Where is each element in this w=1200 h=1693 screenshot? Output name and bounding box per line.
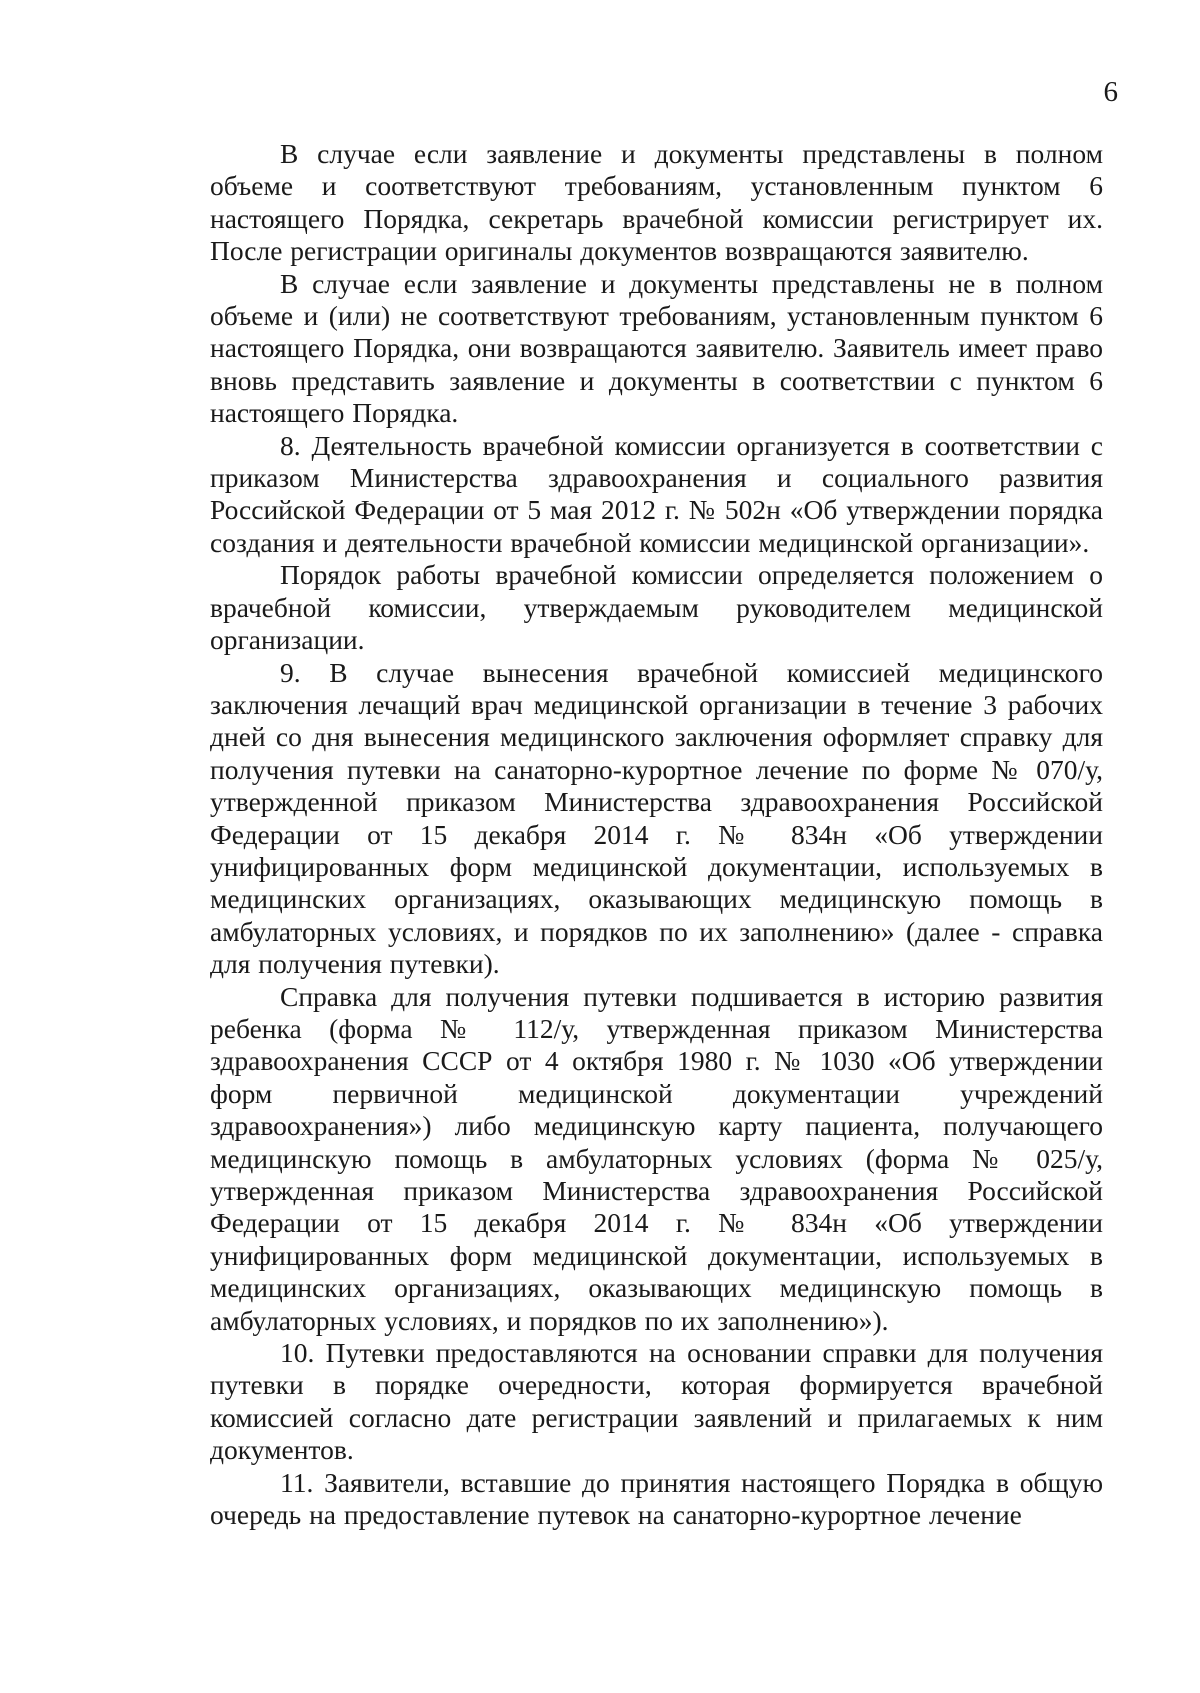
paragraph-registration: В случае если заявление и документы представлены в полном объеме и соответствуют требованиям, установленным пунктом 6 настоящего Порядка, секретарь врачебной комиссии регистрирует их. После регистрации оригиналы документов возвращаются заявителю. xyxy=(210,138,1103,267)
paragraph-item-11: 11. Заявители, вставшие до принятия настоящего Порядка в общую очередь на предоставление путевок на санаторно-курортное лечение xyxy=(210,1466,1103,1531)
page-number: 6 xyxy=(1103,76,1118,108)
paragraph-item-8: 8. Деятельность врачебной комиссии организуется в соответствии с приказом Министерства здравоохранения и социального развития Российской Федерации от 5 мая 2012 г. № 502н «Об утверждении порядка создания и деятельности врачебной комиссии медицинской организации». xyxy=(210,429,1103,558)
paragraph-certificate-filing: Справка для получения путевки подшивается в историю развития ребенка (форма № 112/у, утвержденная приказом Министерства здравоохранения СССР от 4 октября 1980 г. № 1030 «Об утверждении форм первичной медицинской документации учреждений здравоохранения») либо медицинскую карту пациента, получающего медицинскую помощь в амбулаторных условиях (форма № 025/у, утвержденная приказом Министерства здравоохранения Российской Федерации от 15 декабря 2014 г. № 834н «Об утверждении унифицированных форм медицинской документации, используемых в медицинских организациях, оказывающих медицинскую помощь в амбулаторных условиях, и порядков по их заполнению»). xyxy=(210,980,1103,1336)
paragraph-item-10: 10. Путевки предоставляются на основании справки для получения путевки в порядке очередности, которая формируется врачебной комиссией согласно дате регистрации заявлений и прилагаемых к ним документов. xyxy=(210,1337,1103,1466)
paragraph-return-documents: В случае если заявление и документы представлены не в полном объеме и (или) не соответствуют требованиям, установленным пунктом 6 настоящего Порядка, они возвращаются заявителю. Заявитель имеет право вновь представить заявление и документы в соответствии с пунктом 6 настоящего Порядка. xyxy=(210,267,1103,429)
paragraph-item-9: 9. В случае вынесения врачебной комиссией медицинского заключения лечащий врач медицинской организации в течение 3 рабочих дней со дня вынесения медицинского заключения оформляет справку для получения путевки на санаторно-курортное лечение по форме № 070/у, утвержденной приказом Министерства здравоохранения Российской Федерации от 15 декабря 2014 г. № 834н «Об утверждении унифицированных форм медицинской документации, используемых в медицинских организациях, оказывающих медицинскую помощь в амбулаторных условиях, и порядков по их заполнению» (далее - справка для получения путевки). xyxy=(210,656,1103,980)
document-body xyxy=(210,138,1103,1531)
paragraph-commission-procedure: Порядок работы врачебной комиссии определяется положением о врачебной комиссии, утверждаемым руководителем медицинской организации. xyxy=(210,559,1103,656)
